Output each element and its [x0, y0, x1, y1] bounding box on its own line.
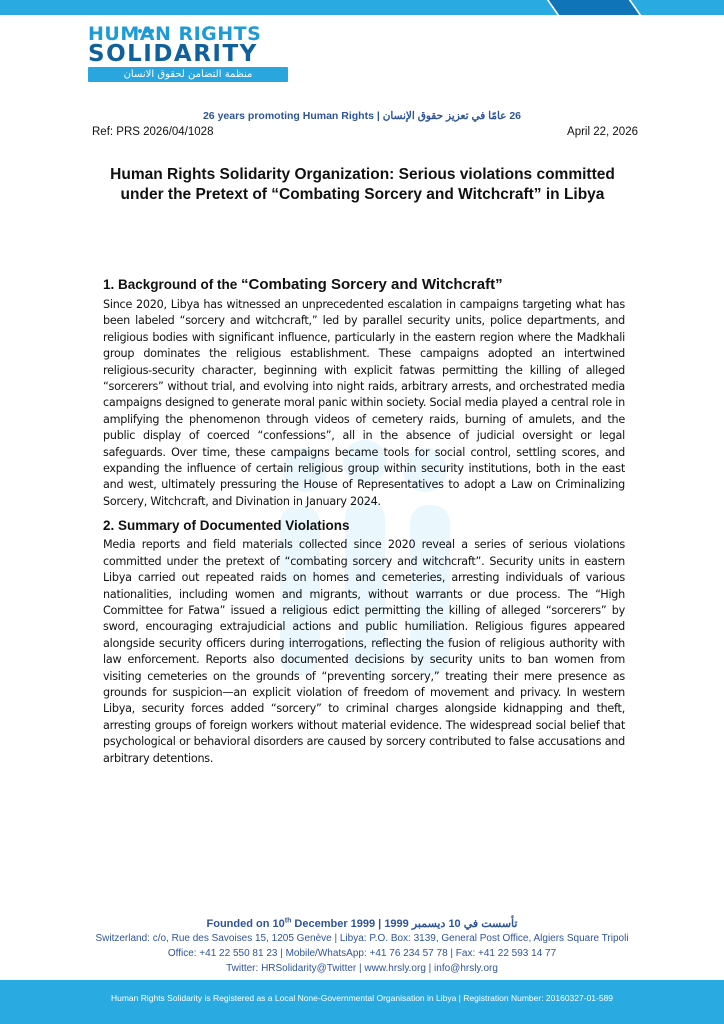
logo-line2: SOLIDARITY [88, 41, 258, 67]
founded-suffix: December 1999 | [291, 918, 385, 930]
section-1-heading-prefix: 1. Background of the [103, 277, 242, 292]
document-date: April 22, 2026 [567, 126, 638, 138]
organization-logo [88, 22, 294, 84]
tagline-english: 26 years promoting Human Rights [202, 110, 374, 122]
bottom-banner [0, 980, 724, 1024]
section-1-heading-emphasis: “Combating Sorcery and Witchcraft” [241, 276, 503, 293]
top-banner [0, 0, 724, 15]
section-1-paragraph: Since 2020, Libya has witnessed an unprecedented escalation in campaigns targeting what has been labeled “sorcery and witchcraft,” led by parallel security units, police departments, and religious bodies with significant influence, particularly in the eastern region where the Madkhali group dominates the religious establishment. These campaigns adopted an intertwined religious-security character, beginning with explicit fatwas permitting the killing of alleged “sorcerers” without trial, and evolving into night raids, arbitrary arrests, and orchestrated media campaigns designed to generate moral panic within society. Social media played a central role in amplifying the phenomenon through videos of cemetery raids, burning of amulets, and the public display of coerced “confessions”, all in the absence of judicial oversight or legal safeguards. Over time, these campaigns became tools for social control, settling scores, and expanding the influence of certain religious group within security institutions, both in the east and west, ultimately pressuring the House of Representatives to adopt a Law on Criminalizing Sorcery, Witchcraft, and Divination in January 2024. [103, 298, 625, 508]
tagline [0, 110, 724, 122]
tagline-separator: | [376, 110, 380, 122]
section-2-paragraph: Media reports and field materials collected since 2020 reveal a series of serious violations committed under the pretext of “combating sorcery and witchcraft”. Security units in eastern Libya carried out repeated raids on homes and cemeteries, arresting individuals of various nationalities, including women and migrants, without warrants or due process. The “High Committee for Fatwa” issued a religious edict permitting the killing of alleged “sorcerers” by sword, encouraging extrajudicial actions and public humiliation. Religious figures appeared alongside security officers during interrogations, reflecting the fusion of religious authority with law enforcement. Reports also documented decisions by security units to ban women from visiting cemeteries on the grounds of “preventing sorcery,” treating their mere presence as grounds for suspicion—an explicit violation of freedom of movement and privacy. In western Libya, security forces added “sorcery” to criminal charges alongside kidnapping and theft, arresting groups of foreign workers without material evidence. The widespread social belief that psychological or behavioral disorders are caused by sorcery contributed to false accusations and arbitrary detentions. [103, 538, 625, 765]
founded-sup: th [284, 917, 292, 925]
logo-arabic-subtitle: منظمة التضامن لحقوق الانسان [88, 67, 288, 82]
top-banner-accent [547, 0, 642, 15]
document-title: Human Rights Solidarity Organization: Serious violations committed under the Pretext of “Combating Sorcery and Witchcraft” in Libya [110, 166, 615, 203]
logo-line1: HUMAN RIGHTS [88, 23, 262, 45]
footer-founded [0, 917, 724, 930]
section-1-heading [103, 276, 625, 293]
footer-phones: Office: +41 22 550 81 23 | Mobile/WhatsApp: +41 76 234 57 78 | Fax: +41 22 593 14 77 [167, 948, 557, 959]
founded-arabic: تأسست في 10 ديسمبر 1999 [384, 918, 518, 930]
reference-number: Ref: PRS 2026/04/1028 [92, 126, 214, 138]
document-body [103, 276, 625, 767]
section-2-heading: 2. Summary of Documented Violations [103, 518, 350, 534]
tagline-arabic: 26 عامًا في تعزيز حقوق الإنسان [382, 110, 522, 122]
registration-notice: Human Rights Solidarity is Registered as a Local None-Governmental Organisation in Libya | Registration Number: 20160327-01-589 [110, 993, 614, 1003]
founded-prefix: Founded on 10 [206, 918, 285, 930]
footer-contacts: Twitter: HRSolidarity@Twitter | www.hrsly.org | info@hrsly.org [226, 963, 498, 974]
footer-address: Switzerland: c/o, Rue des Savoises 15, 1205 Genève | Libya: P.O. Box: 3139, General Post Office, Algiers Square Tripoli [95, 933, 629, 944]
